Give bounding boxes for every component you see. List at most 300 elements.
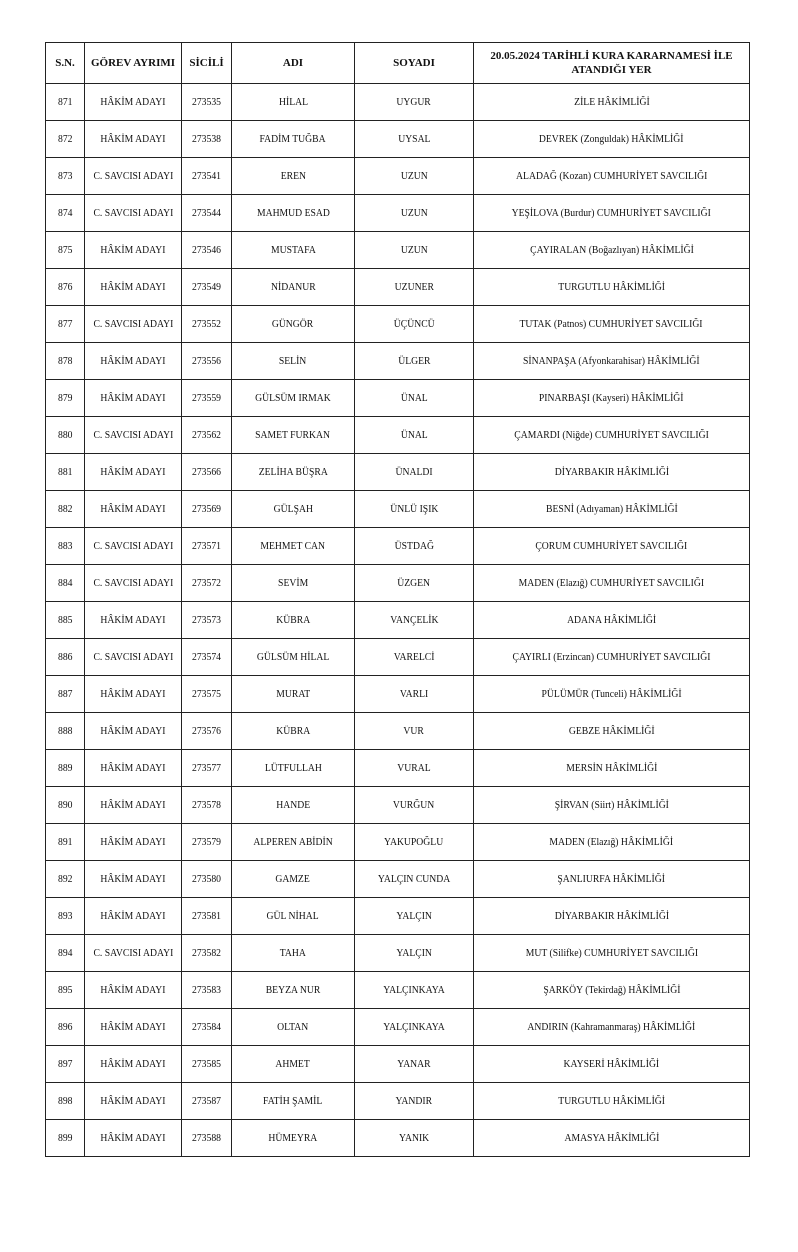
cell-atandigi-yer (474, 565, 750, 602)
cell-atandigi-yer-text: PÜLÜMÜR (Tunceli) HÂKİMLİĞİ (541, 687, 682, 700)
cell-adi-text: GÜNGÖR (272, 317, 314, 330)
cell-sicili (182, 121, 232, 158)
cell-atandigi-yer-text: MADEN (Elazığ) CUMHURİYET SAVCILIĞI (518, 576, 705, 589)
cell-soyadi-text: VARLI (399, 687, 429, 700)
cell-soyadi (355, 84, 474, 121)
table-row (46, 861, 750, 898)
cell-atandigi-yer (474, 491, 750, 528)
cell-adi (232, 1046, 355, 1083)
cell-soyadi-text: UYSAL (397, 132, 431, 145)
cell-soyadi-text: YANAR (397, 1057, 431, 1070)
cell-sicili-text: 273559 (191, 391, 222, 404)
cell-soyadi (355, 1046, 474, 1083)
cell-sn-text: 879 (57, 391, 73, 404)
cell-soyadi (355, 750, 474, 787)
cell-sicili (182, 528, 232, 565)
cell-sicili-text: 273583 (191, 983, 222, 996)
table-row (46, 1009, 750, 1046)
cell-sn (46, 158, 85, 195)
cell-adi (232, 935, 355, 972)
cell-gorev-ayrimi-text: C. SAVCISI ADAYI (93, 169, 173, 182)
cell-atandigi-yer-text: DİYARBAKIR HÂKİMLİĞİ (554, 465, 669, 478)
cell-adi (232, 1083, 355, 1120)
cell-sicili-text: 273585 (191, 1057, 222, 1070)
cell-adi (232, 565, 355, 602)
cell-sn-text: 883 (57, 539, 73, 552)
cell-adi (232, 787, 355, 824)
cell-soyadi (355, 195, 474, 232)
table-row (46, 417, 750, 454)
cell-sn-text: 875 (57, 243, 73, 256)
cell-sn-text: 891 (57, 835, 73, 848)
table-row (46, 824, 750, 861)
cell-adi (232, 232, 355, 269)
cell-atandigi-yer (474, 750, 750, 787)
cell-sn (46, 380, 85, 417)
cell-adi (232, 195, 355, 232)
cell-sicili (182, 343, 232, 380)
cell-atandigi-yer-text: TURGUTLU HÂKİMLİĞİ (558, 280, 665, 293)
cell-sn-text: 898 (57, 1094, 73, 1107)
cell-soyadi-text: ÜNALDI (395, 465, 433, 478)
cell-sn (46, 454, 85, 491)
cell-sn (46, 306, 85, 343)
cell-gorev-ayrimi-text: HÂKİM ADAYI (100, 1020, 166, 1033)
cell-sicili-text: 273546 (191, 243, 222, 256)
cell-sn-text: 888 (57, 724, 73, 737)
cell-sicili (182, 639, 232, 676)
cell-soyadi-text: ÜLGER (397, 354, 431, 367)
cell-sn (46, 972, 85, 1009)
cell-atandigi-yer-text: DİYARBAKIR HÂKİMLİĞİ (554, 909, 669, 922)
cell-atandigi-yer (474, 417, 750, 454)
cell-sn (46, 935, 85, 972)
cell-soyadi (355, 1083, 474, 1120)
cell-atandigi-yer-text: TURGUTLU HÂKİMLİĞİ (558, 1094, 665, 1107)
cell-adi-text: KÜBRA (276, 724, 310, 737)
table-row (46, 232, 750, 269)
cell-soyadi-text: UZUN (400, 206, 428, 219)
cell-sicili (182, 861, 232, 898)
cell-soyadi-text: VUR (403, 724, 425, 737)
cell-soyadi-text: VURAL (397, 761, 431, 774)
cell-sn-text: 893 (57, 909, 73, 922)
cell-atandigi-yer-text: MERSİN HÂKİMLİĞİ (565, 761, 658, 774)
cell-gorev-ayrimi (85, 158, 182, 195)
table-row (46, 639, 750, 676)
appointment-table (45, 42, 750, 1157)
cell-adi (232, 417, 355, 454)
cell-sn (46, 861, 85, 898)
cell-gorev-ayrimi-text: HÂKİM ADAYI (100, 132, 166, 145)
cell-atandigi-yer (474, 528, 750, 565)
cell-sicili-text: 273587 (191, 1094, 222, 1107)
cell-soyadi-text: VARELCİ (393, 650, 435, 663)
cell-sicili-text: 273588 (191, 1131, 222, 1144)
cell-atandigi-yer (474, 602, 750, 639)
cell-gorev-ayrimi (85, 417, 182, 454)
cell-sicili-text: 273549 (191, 280, 222, 293)
cell-atandigi-yer-text: ŞİRVAN (Siirt) HÂKİMLİĞİ (554, 798, 669, 811)
cell-atandigi-yer-text: ANDIRIN (Kahramanmaraş) HÂKİMLİĞİ (527, 1020, 696, 1033)
cell-sn-text: 892 (57, 872, 73, 885)
cell-sn-text: 873 (57, 169, 73, 182)
cell-atandigi-yer-text: BESNİ (Adıyaman) HÂKİMLİĞİ (545, 502, 678, 515)
table-row (46, 1083, 750, 1120)
cell-gorev-ayrimi-text: C. SAVCISI ADAYI (93, 428, 173, 441)
cell-gorev-ayrimi (85, 121, 182, 158)
cell-adi (232, 491, 355, 528)
cell-adi-text: GÜL NİHAL (266, 909, 320, 922)
cell-gorev-ayrimi-text: C. SAVCISI ADAYI (93, 206, 173, 219)
cell-gorev-ayrimi (85, 380, 182, 417)
cell-atandigi-yer (474, 269, 750, 306)
cell-gorev-ayrimi (85, 565, 182, 602)
cell-atandigi-yer-text: AMASYA HÂKİMLİĞİ (564, 1131, 659, 1144)
cell-sicili-text: 273573 (191, 613, 222, 626)
cell-sicili-text: 273584 (191, 1020, 222, 1033)
cell-sicili (182, 898, 232, 935)
cell-sicili-text: 273535 (191, 95, 222, 108)
cell-atandigi-yer (474, 1083, 750, 1120)
cell-sn-text: 877 (57, 317, 73, 330)
table-row (46, 121, 750, 158)
cell-gorev-ayrimi (85, 713, 182, 750)
cell-sicili (182, 750, 232, 787)
cell-sn (46, 1009, 85, 1046)
cell-soyadi (355, 417, 474, 454)
cell-soyadi (355, 528, 474, 565)
cell-adi-text: MURAT (276, 687, 310, 700)
table-row (46, 343, 750, 380)
cell-soyadi-text: UZUN (400, 243, 428, 256)
cell-sn-text: 882 (57, 502, 73, 515)
cell-adi (232, 1009, 355, 1046)
cell-sn (46, 824, 85, 861)
cell-adi-text: LÜTFULLAH (264, 761, 322, 774)
cell-gorev-ayrimi-text: HÂKİM ADAYI (100, 95, 166, 108)
cell-atandigi-yer-text: ÇAYIRLI (Erzincan) CUMHURİYET SAVCILIĞI (512, 650, 711, 663)
cell-adi (232, 306, 355, 343)
cell-adi-text: KÜBRA (276, 613, 310, 626)
cell-soyadi (355, 639, 474, 676)
cell-atandigi-yer (474, 935, 750, 972)
cell-adi-text: NİDANUR (270, 280, 316, 293)
cell-sicili-text: 273581 (191, 909, 222, 922)
cell-soyadi (355, 158, 474, 195)
cell-soyadi (355, 787, 474, 824)
cell-atandigi-yer-text: ÇAYIRALAN (Boğazlıyan) HÂKİMLİĞİ (529, 243, 694, 256)
table-row (46, 195, 750, 232)
cell-adi (232, 750, 355, 787)
cell-adi (232, 713, 355, 750)
cell-sn-text: 896 (57, 1020, 73, 1033)
cell-atandigi-yer (474, 713, 750, 750)
cell-atandigi-yer-text: ÇAMARDI (Niğde) CUMHURİYET SAVCILIĞI (514, 428, 709, 441)
cell-adi-text: MEHMET CAN (260, 539, 326, 552)
cell-sn-text: 880 (57, 428, 73, 441)
cell-atandigi-yer-text: KAYSERİ HÂKİMLİĞİ (563, 1057, 660, 1070)
cell-soyadi (355, 824, 474, 861)
cell-soyadi (355, 1120, 474, 1157)
header-sicili: SİCİLİ (182, 43, 232, 84)
cell-gorev-ayrimi-text: HÂKİM ADAYI (100, 687, 166, 700)
cell-adi-text: EREN (280, 169, 306, 182)
cell-sicili (182, 602, 232, 639)
cell-gorev-ayrimi-text: HÂKİM ADAYI (100, 909, 166, 922)
cell-sicili-text: 273566 (191, 465, 222, 478)
cell-sn-text: 887 (57, 687, 73, 700)
cell-soyadi-text: ÜZGEN (397, 576, 431, 589)
cell-adi (232, 269, 355, 306)
header-soyadi: SOYADI (355, 43, 474, 84)
cell-sicili (182, 269, 232, 306)
cell-gorev-ayrimi-text: HÂKİM ADAYI (100, 391, 166, 404)
cell-soyadi (355, 1009, 474, 1046)
cell-sicili (182, 491, 232, 528)
cell-soyadi (355, 121, 474, 158)
cell-sicili (182, 1120, 232, 1157)
cell-adi-text: ZELİHA BÜŞRA (258, 465, 328, 478)
cell-soyadi (355, 676, 474, 713)
cell-atandigi-yer (474, 158, 750, 195)
cell-atandigi-yer-text: ŞARKÖY (Tekirdağ) HÂKİMLİĞİ (542, 983, 681, 996)
cell-sicili-text: 273562 (191, 428, 222, 441)
cell-adi-text: TAHA (279, 946, 307, 959)
cell-gorev-ayrimi (85, 269, 182, 306)
cell-atandigi-yer (474, 676, 750, 713)
cell-gorev-ayrimi-text: HÂKİM ADAYI (100, 502, 166, 515)
cell-gorev-ayrimi (85, 898, 182, 935)
cell-gorev-ayrimi (85, 454, 182, 491)
cell-sicili (182, 417, 232, 454)
cell-soyadi (355, 861, 474, 898)
cell-sn-text: 872 (57, 132, 73, 145)
cell-adi (232, 158, 355, 195)
cell-adi (232, 84, 355, 121)
cell-soyadi-text: YALÇIN CUNDA (377, 872, 451, 885)
cell-sicili-text: 273579 (191, 835, 222, 848)
cell-soyadi (355, 491, 474, 528)
cell-gorev-ayrimi (85, 861, 182, 898)
cell-sn-text: 881 (57, 465, 73, 478)
table-row (46, 380, 750, 417)
cell-gorev-ayrimi (85, 972, 182, 1009)
cell-gorev-ayrimi (85, 1046, 182, 1083)
cell-soyadi-text: UYGUR (396, 95, 432, 108)
cell-atandigi-yer (474, 232, 750, 269)
cell-sn (46, 1046, 85, 1083)
cell-sicili-text: 273574 (191, 650, 222, 663)
cell-soyadi-text: YALÇIN (396, 909, 432, 922)
cell-soyadi (355, 898, 474, 935)
cell-gorev-ayrimi (85, 824, 182, 861)
cell-atandigi-yer-text: GEBZE HÂKİMLİĞİ (568, 724, 655, 737)
cell-adi (232, 639, 355, 676)
cell-gorev-ayrimi (85, 195, 182, 232)
cell-soyadi (355, 343, 474, 380)
cell-sn (46, 1120, 85, 1157)
cell-sn (46, 898, 85, 935)
cell-soyadi (355, 380, 474, 417)
cell-atandigi-yer-text: TUTAK (Patnos) CUMHURİYET SAVCILIĞI (519, 317, 704, 330)
cell-gorev-ayrimi-text: C. SAVCISI ADAYI (93, 317, 173, 330)
cell-adi-text: MUSTAFA (270, 243, 316, 256)
cell-adi-text: MAHMUD ESAD (256, 206, 330, 219)
cell-adi-text: HANDE (276, 798, 310, 811)
cell-gorev-ayrimi-text: C. SAVCISI ADAYI (93, 539, 173, 552)
cell-sicili (182, 306, 232, 343)
cell-gorev-ayrimi-text: HÂKİM ADAYI (100, 354, 166, 367)
cell-adi (232, 898, 355, 935)
cell-gorev-ayrimi (85, 676, 182, 713)
cell-gorev-ayrimi (85, 750, 182, 787)
cell-sn-text: 889 (57, 761, 73, 774)
cell-soyadi-text: YALÇIN (396, 946, 432, 959)
cell-adi (232, 602, 355, 639)
cell-sicili (182, 972, 232, 1009)
cell-atandigi-yer (474, 306, 750, 343)
cell-sicili (182, 380, 232, 417)
cell-sicili (182, 232, 232, 269)
cell-sicili (182, 713, 232, 750)
cell-atandigi-yer (474, 861, 750, 898)
cell-gorev-ayrimi (85, 232, 182, 269)
cell-sicili-text: 273577 (191, 761, 222, 774)
cell-soyadi-text: ÜNAL (400, 428, 428, 441)
cell-sn (46, 195, 85, 232)
cell-atandigi-yer (474, 343, 750, 380)
cell-soyadi-text: ÜNAL (400, 391, 428, 404)
table-row (46, 787, 750, 824)
cell-atandigi-yer (474, 84, 750, 121)
cell-gorev-ayrimi (85, 343, 182, 380)
cell-atandigi-yer-text: YEŞİLOVA (Burdur) CUMHURİYET SAVCILIĞI (511, 206, 712, 219)
cell-soyadi-text: UZUNER (394, 280, 434, 293)
cell-sicili-text: 273571 (191, 539, 222, 552)
cell-gorev-ayrimi (85, 1009, 182, 1046)
table-row (46, 84, 750, 121)
table-body (46, 84, 750, 1157)
cell-adi-text: GÜLSÜM HİLAL (256, 650, 330, 663)
cell-adi-text: SELİN (279, 354, 307, 367)
cell-gorev-ayrimi (85, 1083, 182, 1120)
cell-gorev-ayrimi (85, 306, 182, 343)
cell-sicili (182, 84, 232, 121)
cell-soyadi (355, 713, 474, 750)
cell-adi-text: HÜMEYRA (268, 1131, 318, 1144)
cell-sn (46, 1083, 85, 1120)
cell-gorev-ayrimi-text: HÂKİM ADAYI (100, 465, 166, 478)
cell-sn (46, 121, 85, 158)
cell-gorev-ayrimi-text: HÂKİM ADAYI (100, 1131, 166, 1144)
cell-sicili (182, 1083, 232, 1120)
cell-soyadi (355, 972, 474, 1009)
cell-adi-text: ALPEREN ABİDİN (253, 835, 333, 848)
cell-sicili (182, 935, 232, 972)
cell-atandigi-yer-text: ŞANLIURFA HÂKİMLİĞİ (557, 872, 666, 885)
cell-sicili-text: 273538 (191, 132, 222, 145)
cell-adi (232, 824, 355, 861)
cell-gorev-ayrimi (85, 639, 182, 676)
cell-gorev-ayrimi-text: HÂKİM ADAYI (100, 1094, 166, 1107)
cell-atandigi-yer-text: ADANA HÂKİMLİĞİ (566, 613, 656, 626)
cell-soyadi (355, 602, 474, 639)
cell-atandigi-yer-text: MADEN (Elazığ) HÂKİMLİĞİ (549, 835, 674, 848)
cell-sicili (182, 454, 232, 491)
cell-adi-text: FATİH ŞAMİL (263, 1094, 323, 1107)
cell-adi-text: FADİM TUĞBA (259, 132, 327, 145)
table-row (46, 972, 750, 1009)
cell-gorev-ayrimi (85, 935, 182, 972)
cell-sicili-text: 273575 (191, 687, 222, 700)
cell-gorev-ayrimi-text: C. SAVCISI ADAYI (93, 576, 173, 589)
cell-gorev-ayrimi-text: C. SAVCISI ADAYI (93, 650, 173, 663)
cell-adi (232, 343, 355, 380)
cell-sicili-text: 273556 (191, 354, 222, 367)
cell-adi-text: BEYZA NUR (265, 983, 321, 996)
cell-soyadi-text: YANIK (398, 1131, 430, 1144)
table-row (46, 454, 750, 491)
cell-gorev-ayrimi-text: HÂKİM ADAYI (100, 613, 166, 626)
cell-sicili-text: 273582 (191, 946, 222, 959)
cell-sicili-text: 273544 (191, 206, 222, 219)
cell-sn (46, 528, 85, 565)
cell-adi (232, 861, 355, 898)
cell-sicili-text: 273580 (191, 872, 222, 885)
cell-sn (46, 750, 85, 787)
cell-gorev-ayrimi-text: HÂKİM ADAYI (100, 724, 166, 737)
table-row (46, 528, 750, 565)
cell-gorev-ayrimi (85, 491, 182, 528)
cell-atandigi-yer (474, 787, 750, 824)
cell-sicili (182, 158, 232, 195)
table-row (46, 565, 750, 602)
cell-sn (46, 676, 85, 713)
cell-sicili (182, 676, 232, 713)
cell-gorev-ayrimi-text: HÂKİM ADAYI (100, 983, 166, 996)
cell-sicili (182, 1009, 232, 1046)
cell-sn (46, 417, 85, 454)
cell-sn-text: 895 (57, 983, 73, 996)
cell-sn-text: 878 (57, 354, 73, 367)
cell-adi (232, 1120, 355, 1157)
cell-sn-text: 897 (57, 1057, 73, 1070)
cell-soyadi-text: YALÇINKAYA (383, 1020, 445, 1033)
table-row (46, 602, 750, 639)
cell-soyadi-text: VANÇELİK (389, 613, 439, 626)
cell-atandigi-yer (474, 824, 750, 861)
cell-atandigi-yer-text: PINARBAŞI (Kayseri) HÂKİMLİĞİ (539, 391, 684, 404)
cell-sn-text: 884 (57, 576, 73, 589)
header-row (46, 43, 750, 84)
cell-sicili-text: 273578 (191, 798, 222, 811)
cell-adi-text: GAMZE (275, 872, 311, 885)
cell-atandigi-yer (474, 1120, 750, 1157)
cell-soyadi (355, 306, 474, 343)
header-adi: ADI (232, 43, 355, 84)
cell-sicili (182, 787, 232, 824)
cell-gorev-ayrimi (85, 787, 182, 824)
cell-soyadi (355, 935, 474, 972)
cell-soyadi-text: YAKUPOĞLU (384, 835, 444, 848)
table-row (46, 713, 750, 750)
table-row (46, 676, 750, 713)
cell-atandigi-yer-text: MUT (Silifke) CUMHURİYET SAVCILIĞI (525, 946, 698, 959)
cell-gorev-ayrimi (85, 602, 182, 639)
cell-gorev-ayrimi-text: HÂKİM ADAYI (100, 872, 166, 885)
cell-sn-text: 876 (57, 280, 73, 293)
